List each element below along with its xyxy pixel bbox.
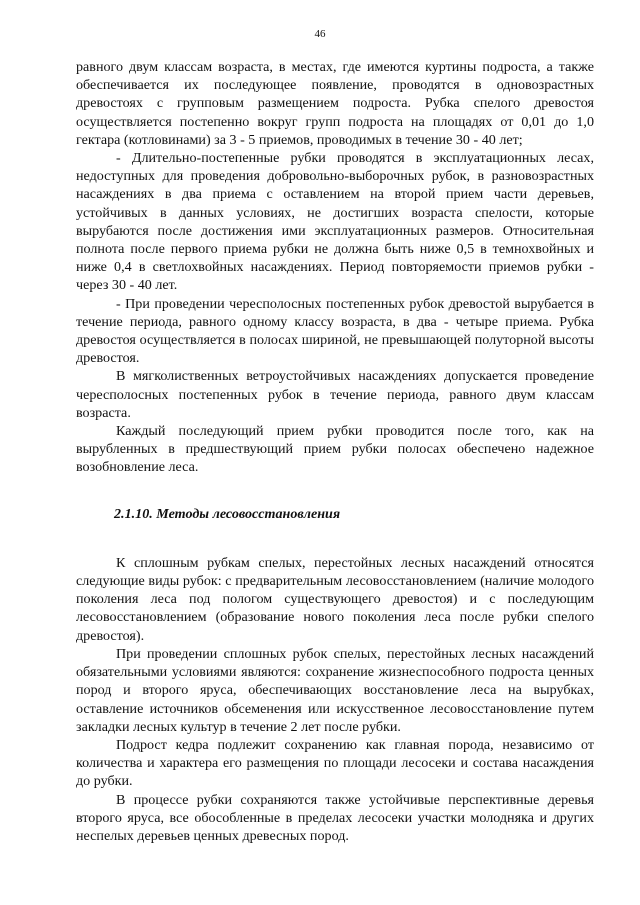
paragraph-long-gradual-fellings: - Длительно-постепенные рубки проводятся в эксплуатационных лесах, недоступных для проведения добровольно-выборочных рубок, в разновозрастных насаждениях в два приема с оставлением на второй прием части деревьев, устойчивых в данных условиях, не достигших возраста спелости, которые вырубаются после достижения ими эксплуатационных размеров. Относительная полнота после первого приема рубки не должна быть ниже 0,5 в темнохвойных и ниже 0,4 в светлохвойных насаждениях. Период повторяемости приемов рубки - через 30 - 40 лет. xyxy=(76,150,594,294)
paragraph-subsequent-felling: Каждый последующий прием рубки проводится после того, как на вырубленных в предшествующий прием рубки полосах обеспечено надежное возобновление леса. xyxy=(76,423,594,476)
paragraph-clear-cut-types: К сплошным рубкам спелых, перестойных лесных насаждений относятся следующие виды рубок: с предварительным лесовосстановлением (наличие молодого поколения леса под пологом существующего древостоя) и с последующим лесовосстановлением (образование нового поколения леса после рубки спелого древостоя). xyxy=(76,554,594,644)
paragraph-clear-cut-conditions: При проведении сплошных рубок спелых, перестойных лесных насаждений обязательными условиями являются: сохранение жизнеспособного подроста ценных пород и второго яруса, обеспечивающих восстановление леса на вырубках, оставление источников обсеменения или искусственное лесовосстановление путем закладки лесных культур в течение 2 лет после рубки. xyxy=(76,645,594,735)
paragraph-continuation: равного двум классам возраста, в местах, где имеются куртины подроста, а также обеспечивается их последующее появление, проводятся в одновозрастных древостоях с групповым размещением подроста. Рубка спелого древостоя осуществляется постепенно вокруг групп подроста на площадях от 0,01 до 1,0 гектара (котловинами) за 3 - 5 приемов, проводимых в течение 30 - 40 лет; xyxy=(76,59,594,148)
page-number: 46 xyxy=(314,28,326,40)
paragraph-strip-fellings: - При проведении чересполосных постепенных рубок древостой вырубается в течение периода, равного одному классу возраста, в два - четыре приема. Рубка древостоя осуществляется в полосах шириной, не превышающей полуторной высоты древостоя. xyxy=(76,295,594,367)
paragraph-softwood-stands: В мягколиственных ветроустойчивых насаждениях допускается проведение чересполосных постепенных рубок в течение периода, равного двум классам возраста. xyxy=(76,368,594,421)
section-heading: 2.1.10. Методы лесовосстановления xyxy=(114,505,341,522)
paragraph-second-tier-trees: В процессе рубки сохраняются также устойчивые перспективные деревья второго яруса, все обособленные в пределах лесосеки участки молодняка и других неспелых деревьев ценных древесных пород. xyxy=(76,791,594,844)
document-body xyxy=(76,58,594,845)
paragraph-cedar-undergrowth: Подрост кедра подлежит сохранению как главная порода, независимо от количества и характера его размещения по площади лесосеки и состава насаждения до рубки. xyxy=(76,736,594,790)
